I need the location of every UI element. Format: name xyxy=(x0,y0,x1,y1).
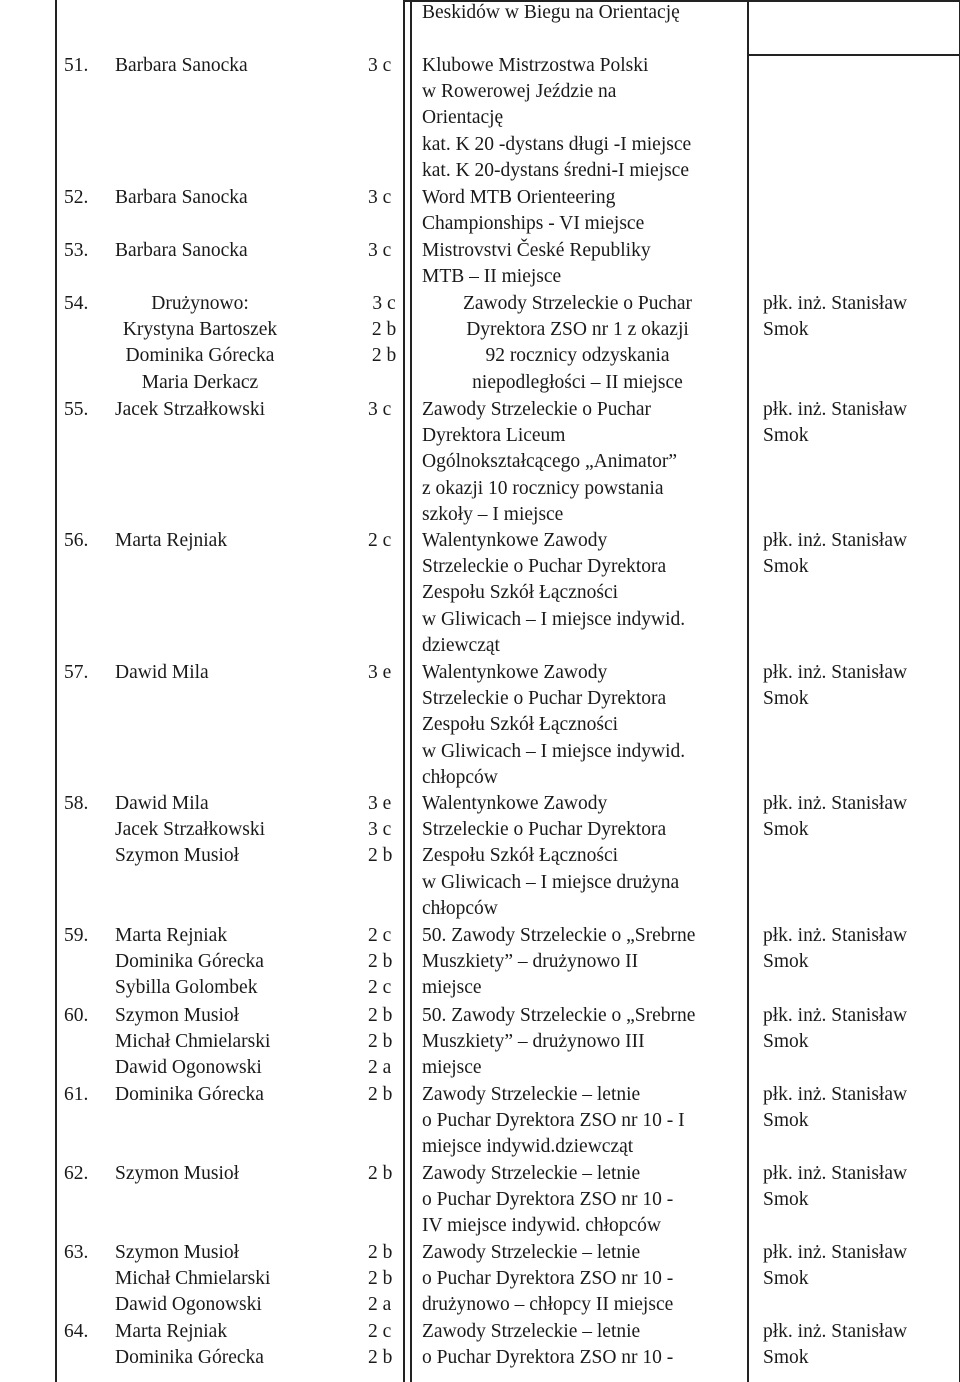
classes-line: 2 b xyxy=(371,319,397,341)
desc-line: o Puchar Dyrektora ZSO nr 10 - I xyxy=(422,1110,685,1132)
desc-line: niepodległości – II miejsce xyxy=(472,371,683,393)
row-number: 62. xyxy=(64,1163,89,1184)
cell-classes xyxy=(368,397,391,423)
names-line: Sybilla Golombek xyxy=(115,977,258,999)
desc-line: Word MTB Orienteering xyxy=(422,187,616,208)
table-row-border xyxy=(747,54,959,56)
cell-tutor xyxy=(763,1161,907,1213)
classes-line: 2 b xyxy=(368,1268,393,1290)
desc-line: Mistrovstvi České Republiky xyxy=(422,240,651,261)
desc-line: Muszkiety” – drużynowo II xyxy=(422,951,639,973)
names-line: Marta Rejniak xyxy=(115,1321,228,1342)
cell-classes xyxy=(368,238,391,264)
names-line: Marta Rejniak xyxy=(115,925,228,946)
cell-classes xyxy=(368,1240,392,1319)
classes-line: 2 b xyxy=(371,345,397,367)
desc-line: szkoły – I miejsce xyxy=(422,503,564,525)
classes-line: 2 b xyxy=(368,1031,393,1053)
classes-line: 3 e xyxy=(368,662,392,683)
cell-desc xyxy=(422,923,695,1002)
cell-names xyxy=(115,397,265,423)
desc-line: Orientację xyxy=(422,107,504,129)
classes-line: 2 c xyxy=(368,1321,392,1342)
desc-line: Championships - VI miejsce xyxy=(422,213,645,235)
cell-tutor xyxy=(763,291,907,343)
tutor-line: Smok xyxy=(763,819,809,841)
cell-classes xyxy=(368,528,391,554)
desc-line: w Gliwicach – I miejsce indywid. xyxy=(422,608,686,630)
cell-desc xyxy=(422,0,680,26)
cell-names xyxy=(115,238,248,264)
desc-line: MTB – II miejsce xyxy=(422,266,562,288)
table-column-border xyxy=(55,0,57,1382)
names-line: Barbara Sanocka xyxy=(115,240,248,261)
names-line: Marta Rejniak xyxy=(115,530,228,551)
table-column-border xyxy=(747,0,749,1382)
desc-line: Zawody Strzeleckie o Puchar xyxy=(422,399,652,420)
cell-desc xyxy=(422,1161,673,1240)
desc-line: Zawody Strzeleckie – letnie xyxy=(422,1242,641,1263)
cell-names xyxy=(115,1161,239,1187)
desc-line: Dyrektora ZSO nr 1 z okazji xyxy=(466,319,689,341)
cell-classes xyxy=(368,1319,392,1371)
classes-line: 2 b xyxy=(368,1163,393,1184)
row-number: 53. xyxy=(64,240,89,261)
names-line: Michał Chmielarski xyxy=(115,1031,271,1053)
desc-line: miejsce xyxy=(422,977,482,999)
cell-names xyxy=(115,1319,264,1371)
cell-names xyxy=(115,185,248,211)
cell-names xyxy=(115,1003,270,1082)
cell-tutor xyxy=(763,791,907,843)
names-line: Dawid Ogonowski xyxy=(115,1057,262,1079)
names-line: Jacek Strzałkowski xyxy=(115,819,266,841)
classes-line: 2 c xyxy=(368,977,392,999)
row-number: 60. xyxy=(64,1005,89,1026)
desc-line: Zawody Strzeleckie – letnie xyxy=(422,1163,641,1184)
names-line: Maria Derkacz xyxy=(141,371,259,393)
classes-line: 2 b xyxy=(368,1242,393,1263)
desc-line: Strzeleckie o Puchar Dyrektora xyxy=(422,688,667,710)
desc-line: Strzeleckie o Puchar Dyrektora xyxy=(422,819,667,841)
desc-line: miejsce xyxy=(422,1057,482,1079)
cell-names xyxy=(115,528,227,554)
classes-line: 2 c xyxy=(368,530,392,551)
row-number: 63. xyxy=(64,1242,89,1263)
cell-names xyxy=(115,1240,270,1319)
tutor-line: Smok xyxy=(763,688,809,710)
classes-line: 3 c xyxy=(368,55,392,76)
desc-line: 92 rocznicy odzyskania xyxy=(485,345,670,367)
row-number: 57. xyxy=(64,662,89,683)
row-number: 55. xyxy=(64,399,89,420)
cell-classes xyxy=(368,1161,392,1187)
row-number: 58. xyxy=(64,793,89,814)
names-line: Krystyna Bartoszek xyxy=(122,319,278,341)
classes-line: 3 c xyxy=(368,819,392,841)
classes-line: 3 c xyxy=(368,399,392,420)
cell-desc xyxy=(422,397,677,528)
names-line: Szymon Musioł xyxy=(115,1163,240,1184)
classes-line: 3 e xyxy=(368,793,392,814)
desc-line: Zespołu Szkół Łączności xyxy=(422,582,619,604)
classes-line: 2 a xyxy=(368,1294,392,1316)
desc-line: chłopców xyxy=(422,897,498,919)
desc-line: Zespołu Szkół Łączności xyxy=(422,845,619,867)
cell-names xyxy=(115,53,248,79)
classes-line: 2 b xyxy=(368,1347,393,1369)
tutor-line: Smok xyxy=(763,951,809,973)
classes-line: 2 b xyxy=(368,1084,393,1105)
desc-line: z okazji 10 rocznicy powstania xyxy=(422,477,664,499)
cell-desc xyxy=(422,1003,695,1082)
desc-line: w Gliwicach – I miejsce indywid. xyxy=(422,740,686,762)
row-number: 51. xyxy=(64,55,89,76)
row-number: 54. xyxy=(64,293,89,314)
names-line: Dominika Górecka xyxy=(115,1347,264,1369)
desc-line: Walentynkowe Zawody xyxy=(422,793,608,814)
desc-line: Zawody Strzeleckie – letnie xyxy=(422,1321,641,1342)
desc-line: o Puchar Dyrektora ZSO nr 10 - xyxy=(422,1189,674,1211)
cell-classes xyxy=(368,1082,392,1108)
tutor-line: Smok xyxy=(763,1189,809,1211)
cell-classes xyxy=(368,791,392,870)
cell-desc xyxy=(422,1082,685,1161)
tutor-line: płk. inż. Stanisław xyxy=(763,662,908,683)
desc-line: Muszkiety” – drużynowo III xyxy=(422,1031,645,1053)
cell-names xyxy=(115,791,265,870)
tutor-line: płk. inż. Stanisław xyxy=(763,399,908,420)
names-line: Dominika Górecka xyxy=(125,345,275,367)
cell-names xyxy=(115,923,264,1002)
desc-line: dziewcząt xyxy=(422,634,500,656)
cell-desc xyxy=(422,185,644,237)
names-line: Dawid Ogonowski xyxy=(115,1294,262,1316)
desc-line: o Puchar Dyrektora ZSO nr 10 - xyxy=(422,1268,674,1290)
classes-line: 3 c xyxy=(372,293,396,314)
table-column-border xyxy=(410,0,412,1382)
cell-desc xyxy=(422,238,651,290)
desc-line: IV miejsce indywid. chłopców xyxy=(422,1215,662,1237)
desc-line: w Rowerowej Jeździe na xyxy=(422,81,617,103)
names-line: Dominika Górecka xyxy=(115,951,264,973)
desc-line: o Puchar Dyrektora ZSO nr 10 - xyxy=(422,1347,674,1369)
tutor-line: płk. inż. Stanisław xyxy=(763,793,908,814)
desc-line: kat. K 20-dystans średni-I miejsce xyxy=(422,159,689,181)
tutor-line: Smok xyxy=(763,1268,809,1290)
classes-line: 3 c xyxy=(368,187,392,208)
row-number: 64. xyxy=(64,1321,89,1342)
cell-names xyxy=(115,1082,264,1108)
cell-names xyxy=(95,291,305,396)
cell-classes xyxy=(368,660,391,686)
names-line: Szymon Musioł xyxy=(115,1242,240,1263)
row-number: 61. xyxy=(64,1084,89,1105)
cell-desc xyxy=(422,528,685,659)
cell-classes xyxy=(360,291,408,370)
tutor-line: Smok xyxy=(763,1031,809,1053)
tutor-line: płk. inż. Stanisław xyxy=(763,1005,908,1026)
classes-line: 2 a xyxy=(368,1057,392,1079)
tutor-line: Smok xyxy=(763,319,809,341)
names-line: Drużynowo: xyxy=(151,293,249,314)
row-number: 56. xyxy=(64,530,89,551)
row-number: 59. xyxy=(64,925,89,946)
desc-line: Strzeleckie o Puchar Dyrektora xyxy=(422,556,667,578)
cell-desc xyxy=(422,1319,673,1371)
row-number: 52. xyxy=(64,187,89,208)
table-column-border xyxy=(403,0,405,1382)
classes-line: 2 b xyxy=(368,951,393,973)
names-line: Dawid Mila xyxy=(115,662,209,683)
desc-line: chłopców xyxy=(422,766,498,788)
cell-desc xyxy=(422,660,685,791)
cell-tutor xyxy=(763,1082,907,1134)
cell-desc xyxy=(410,291,745,396)
tutor-line: płk. inż. Stanisław xyxy=(763,293,908,314)
desc-line: kat. K 20 -dystans długi -I miejsce xyxy=(422,133,692,155)
cell-tutor xyxy=(763,1240,907,1292)
names-line: Jacek Strzałkowski xyxy=(115,399,266,420)
names-line: Michał Chmielarski xyxy=(115,1268,271,1290)
cell-classes xyxy=(368,923,392,1002)
names-line: Dawid Mila xyxy=(115,793,209,814)
desc-line: Walentynkowe Zawody xyxy=(422,530,608,551)
cell-tutor xyxy=(763,1319,907,1371)
desc-line: miejsce indywid.dziewcząt xyxy=(422,1136,634,1158)
cell-classes xyxy=(368,185,391,211)
tutor-line: płk. inż. Stanisław xyxy=(763,1163,908,1184)
names-line: Dominika Górecka xyxy=(115,1084,264,1105)
desc-line: w Gliwicach – I miejsce drużyna xyxy=(422,871,680,893)
tutor-line: płk. inż. Stanisław xyxy=(763,1242,908,1263)
names-line: Barbara Sanocka xyxy=(115,187,248,208)
desc-line: Dyrektora Liceum xyxy=(422,425,566,447)
desc-line: Beskidów w Biegu na Orientację xyxy=(422,2,680,23)
desc-line: drużynowo – chłopcy II miejsce xyxy=(422,1294,674,1316)
cell-classes xyxy=(368,1003,392,1082)
desc-line: 50. Zawody Strzeleckie o „Srebrne xyxy=(422,925,696,946)
cell-desc xyxy=(422,53,691,184)
desc-line: Zespołu Szkół Łączności xyxy=(422,714,619,736)
desc-line: Zawody Strzeleckie o Puchar xyxy=(462,293,693,314)
desc-line: Ogólnokształcącego „Animator” xyxy=(422,451,678,473)
desc-line: Zawody Strzeleckie – letnie xyxy=(422,1084,641,1105)
classes-line: 2 b xyxy=(368,845,393,867)
cell-desc xyxy=(422,1240,673,1319)
tutor-line: Smok xyxy=(763,556,809,578)
cell-tutor xyxy=(763,923,907,975)
cell-tutor xyxy=(763,660,907,712)
cell-classes xyxy=(368,53,391,79)
desc-line: Klubowe Mistrzostwa Polski xyxy=(422,55,649,76)
cell-tutor xyxy=(763,397,907,449)
tutor-line: płk. inż. Stanisław xyxy=(763,1321,908,1342)
cell-tutor xyxy=(763,528,907,580)
cell-names xyxy=(115,660,209,686)
cell-tutor xyxy=(763,1003,907,1055)
tutor-line: Smok xyxy=(763,1110,809,1132)
tutor-line: płk. inż. Stanisław xyxy=(763,530,908,551)
tutor-line: Smok xyxy=(763,1347,809,1369)
tutor-line: Smok xyxy=(763,425,809,447)
names-line: Barbara Sanocka xyxy=(115,55,248,76)
tutor-line: płk. inż. Stanisław xyxy=(763,1084,908,1105)
classes-line: 2 c xyxy=(368,925,392,946)
desc-line: Walentynkowe Zawody xyxy=(422,662,608,683)
classes-line: 2 b xyxy=(368,1005,393,1026)
names-line: Szymon Musioł xyxy=(115,1005,240,1026)
classes-line: 3 c xyxy=(368,240,392,261)
cell-desc xyxy=(422,791,679,922)
names-line: Szymon Musioł xyxy=(115,845,240,867)
desc-line: 50. Zawody Strzeleckie o „Srebrne xyxy=(422,1005,696,1026)
tutor-line: płk. inż. Stanisław xyxy=(763,925,908,946)
